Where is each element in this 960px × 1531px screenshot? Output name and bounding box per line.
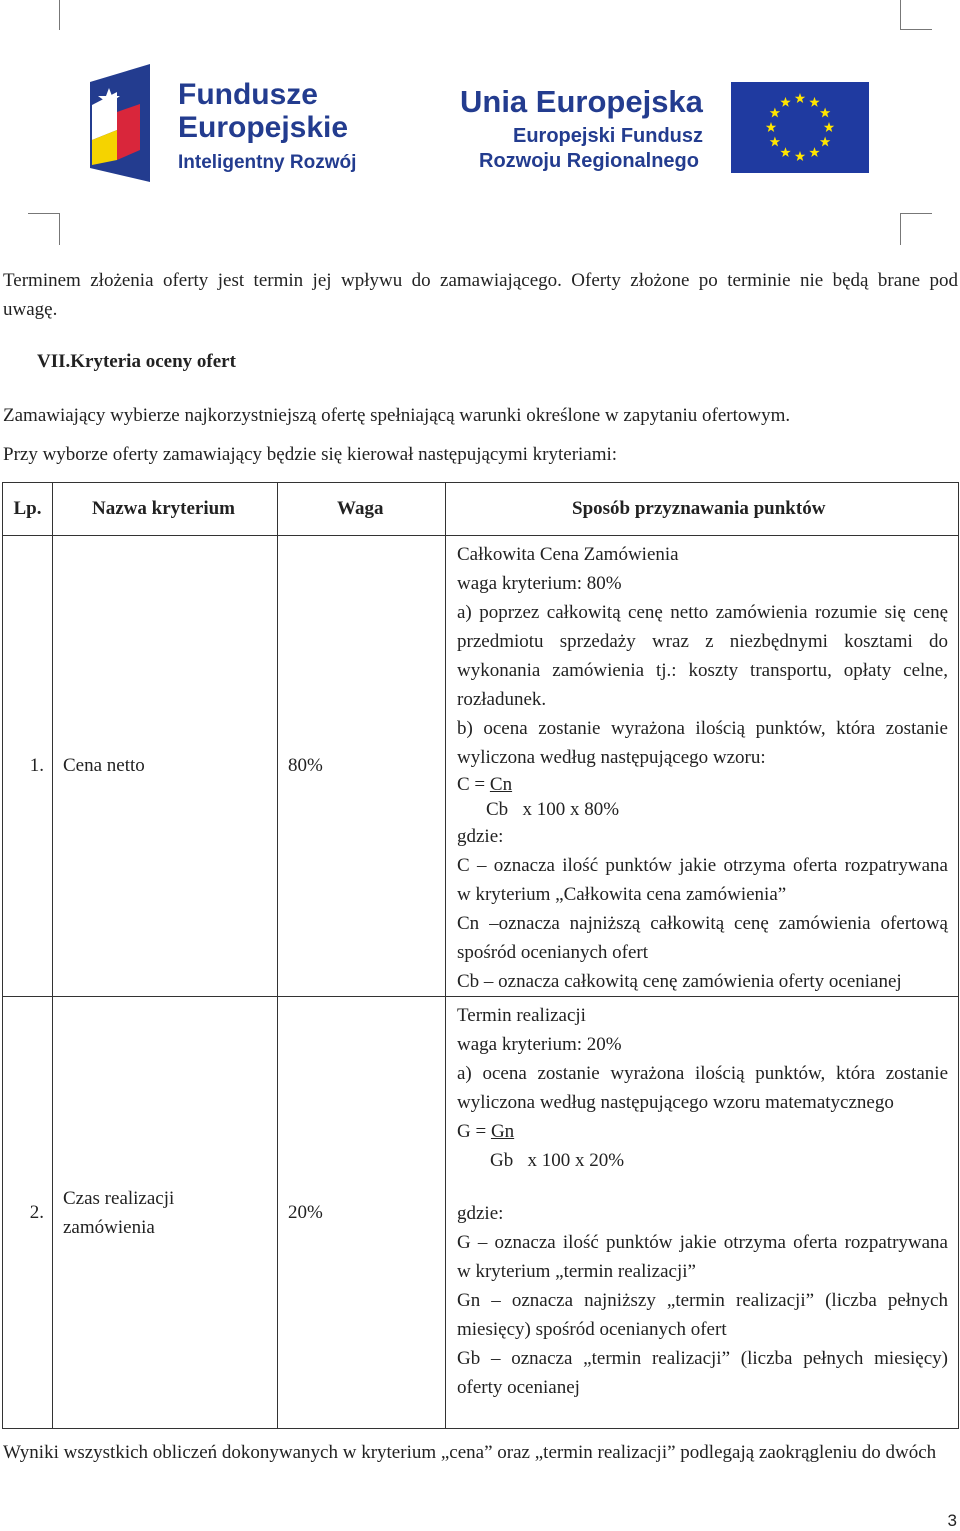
row2-method bbox=[446, 997, 959, 1429]
row1-name: Cena netto bbox=[53, 536, 278, 997]
row2-desc-line: Gn – oznacza najniższy „termin realizacji” (liczba pełnych bbox=[457, 1290, 948, 1311]
crop-mark bbox=[900, 0, 901, 30]
fe-logo-line2: Europejskie bbox=[178, 111, 349, 144]
section-para-1: Zamawiający wybierze najkorzystniejszą ofertę spełniającą warunki określone w zapytaniu ofertowym. bbox=[3, 405, 791, 426]
row2-desc-weight: waga kryterium: 20% bbox=[457, 1034, 622, 1055]
row1-desc-line: spośród ocenianych ofert bbox=[457, 942, 648, 963]
header-lp: Lp. bbox=[3, 483, 53, 536]
row1-desc-line: rozładunek. bbox=[457, 689, 547, 710]
row2-name-line1: Czas realizacji bbox=[63, 1187, 175, 1209]
row2-name bbox=[53, 997, 278, 1429]
crop-mark bbox=[28, 213, 60, 214]
row2-desc-line: w kryterium „termin realizacji” bbox=[457, 1261, 696, 1282]
footer-paragraph bbox=[3, 1438, 958, 1467]
eu-logo-line2: Europejski Fundusz bbox=[513, 125, 704, 147]
page-number: 3 bbox=[947, 1511, 957, 1530]
formula-left: G = bbox=[457, 1121, 491, 1142]
formula-left: C = bbox=[457, 774, 490, 795]
table-header-row bbox=[3, 483, 959, 536]
footer-text: Wyniki wszystkich obliczeń dokonywanych w kryterium „cena” oraz „termin realizacji” podlegają zaokrągleniu do dwóch bbox=[3, 1442, 937, 1463]
fe-logo-line3: Inteligentny Rozwój bbox=[178, 152, 357, 173]
row1-desc-weight: waga kryterium: 80% bbox=[457, 573, 622, 594]
row2-desc-line: miesięcy) spośród ocenianych ofert bbox=[457, 1319, 727, 1340]
row2-desc-line: a) ocena zostanie wyrażona ilością punktów, która zostanie bbox=[457, 1063, 948, 1084]
crop-mark bbox=[900, 213, 901, 245]
row1-weight: 80% bbox=[278, 536, 446, 997]
intro-paragraph-end bbox=[3, 295, 57, 324]
row2-desc-line: Gb – oznacza „termin realizacji” (liczba pełnych miesięcy) bbox=[457, 1348, 948, 1369]
formula-rest: x 100 x 20% bbox=[527, 1150, 625, 1171]
formula-rest: x 100 x 80% bbox=[522, 799, 620, 820]
section-para-2: Przy wyborze oferty zamawiający będzie się kierował następującymi kryteriami: bbox=[3, 444, 618, 465]
section-heading bbox=[37, 347, 236, 376]
row2-formula-denominator bbox=[457, 1146, 948, 1175]
formula-numerator: Cn bbox=[489, 774, 513, 795]
row1-desc-line: b) ocena zostanie wyrażona ilością punktów, która zostanie bbox=[457, 718, 948, 739]
formula-denominator: Cb bbox=[486, 799, 509, 820]
table-row bbox=[3, 997, 959, 1429]
header-name: Nazwa kryterium bbox=[53, 483, 278, 536]
row2-gdzie: gdzie: bbox=[457, 1203, 504, 1224]
row1-desc-line: Cb – oznacza całkowitą cenę zamówienia oferty ocenianej bbox=[457, 971, 902, 992]
crop-mark bbox=[900, 29, 932, 30]
crop-mark bbox=[59, 213, 60, 245]
row1-desc-line: wyliczona według następującego wzoru: bbox=[457, 747, 766, 768]
row2-formula bbox=[457, 1117, 948, 1146]
row2-weight: 20% bbox=[278, 997, 446, 1429]
row1-desc-title: Całkowita Cena Zamówienia bbox=[457, 544, 679, 565]
row2-desc-line: oferty ocenianej bbox=[457, 1377, 580, 1398]
row1-gdzie: gdzie: bbox=[457, 826, 504, 847]
row1-desc-line: Cn –oznacza najniższą całkowitą cenę zamówienia ofertową bbox=[457, 913, 948, 934]
row1-desc-line: wykonania zamówienia tj.: koszty transportu, opłaty celne, bbox=[457, 660, 948, 681]
row1-lp: 1. bbox=[3, 536, 53, 997]
row2-name-line2: zamówienia bbox=[63, 1216, 155, 1238]
fe-logo-line1: Fundusze bbox=[178, 78, 318, 111]
row1-desc-line: C – oznacza ilość punktów jakie otrzyma oferta rozpatrywana bbox=[457, 855, 948, 876]
section-title: Kryteria oceny ofert bbox=[70, 351, 236, 372]
funding-logos bbox=[0, 40, 960, 200]
intro-line-1: Terminem złożenia oferty jest termin jej wpływu do zamawiającego. Oferty złożone po terminie nie będą brane pod bbox=[3, 270, 958, 291]
formula-denominator: Gb bbox=[490, 1150, 514, 1171]
row2-lp: 2. bbox=[3, 997, 53, 1429]
row1-desc-line: przedmiotu sprzedaży wraz z niezbędnymi kosztami do bbox=[457, 631, 948, 652]
eu-logo-line1: Unia Europejska bbox=[460, 84, 703, 119]
row1-method bbox=[446, 536, 959, 997]
row1-desc-line: w kryterium „Całkowita cena zamówienia” bbox=[457, 884, 787, 905]
row1-formula-denominator bbox=[457, 798, 948, 822]
row2-desc-title: Termin realizacji bbox=[457, 1005, 586, 1026]
row1-desc-line: a) poprzez całkowitą cenę netto zamówienia rozumie się cenę bbox=[457, 602, 948, 623]
header-method: Sposób przyznawania punktów bbox=[446, 483, 959, 536]
intro-paragraph bbox=[3, 266, 958, 295]
crop-mark bbox=[900, 213, 932, 214]
formula-numerator: Gn bbox=[490, 1121, 515, 1142]
criteria-table bbox=[2, 482, 959, 1429]
intro-line-2: uwagę. bbox=[3, 299, 58, 320]
table-row bbox=[3, 536, 959, 997]
row1-formula bbox=[457, 772, 948, 798]
fundusze-europejskie-logo bbox=[90, 64, 356, 182]
spacer bbox=[457, 1175, 948, 1199]
unia-europejska-logo bbox=[460, 82, 869, 173]
section-number: VII. bbox=[37, 351, 71, 372]
eu-logo-line3: Rozwoju Regionalnego bbox=[479, 150, 699, 172]
crop-mark bbox=[59, 0, 60, 30]
row2-desc-line: wyliczona według następującego wzoru matematycznego bbox=[457, 1092, 894, 1113]
row2-desc-line: G – oznacza ilość punktów jakie otrzyma oferta rozpatrywana bbox=[457, 1232, 948, 1253]
header-weight: Waga bbox=[278, 483, 446, 536]
